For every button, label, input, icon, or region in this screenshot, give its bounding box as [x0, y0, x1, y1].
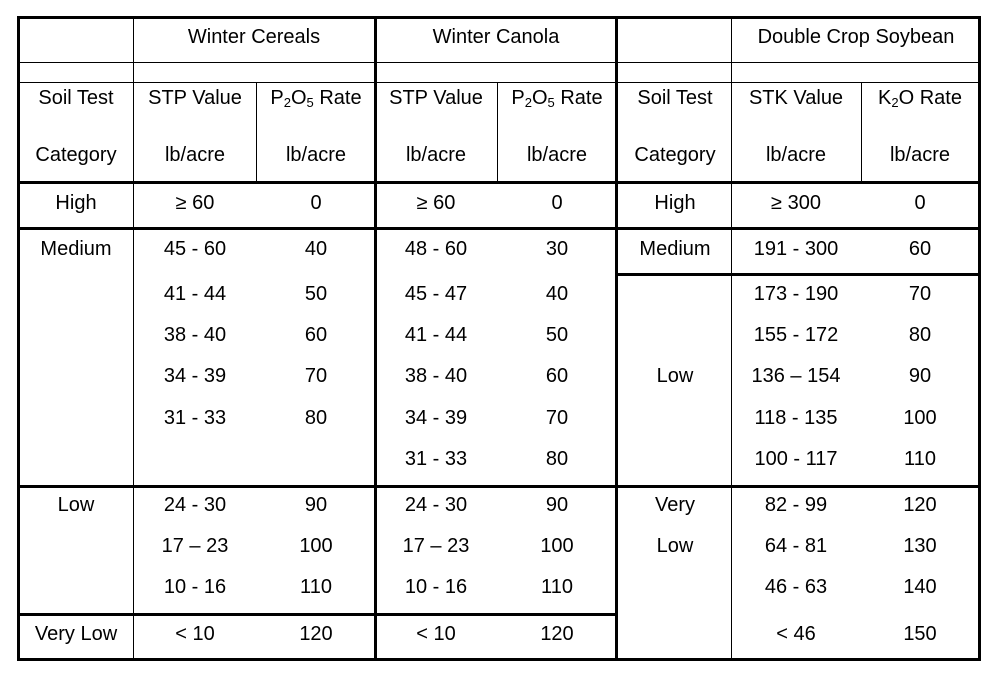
table-cell: 70: [304, 365, 328, 387]
table-cell: 150: [903, 623, 937, 645]
canola-stp-unit: lb/acre: [405, 144, 467, 166]
table-cell: 60: [304, 324, 328, 346]
category-low: Low: [57, 494, 95, 516]
table-cell: 46 - 63: [764, 576, 828, 598]
table-cell: 90: [908, 365, 932, 387]
cereals-stp-label: STP Value: [148, 87, 242, 109]
table-cell: 34 - 39: [404, 407, 468, 429]
table-cell: 34 - 39: [163, 365, 227, 387]
group-divider-1: [374, 16, 377, 661]
col-divider-category: [133, 17, 134, 660]
soy-high-rate: 0: [914, 192, 926, 214]
table-cell: 80: [908, 324, 932, 346]
table-cell: 120: [540, 623, 574, 645]
table-cell: 110: [541, 576, 573, 598]
table-cell: 31 - 33: [404, 448, 468, 470]
table-cell: 41 - 44: [404, 324, 468, 346]
table-cell: 70: [545, 407, 569, 429]
table-cell: 38 - 40: [163, 324, 227, 346]
canola-high-value: ≥ 60: [416, 192, 456, 214]
table-cell: 173 - 190: [753, 283, 839, 305]
soil-test-label: Soil Test: [38, 87, 114, 109]
medium-block-bottom-rule: [17, 485, 981, 488]
soy-medium-bottom-rule: [615, 273, 981, 276]
cereals-high-rate: 0: [310, 192, 322, 214]
table-cell: 100: [903, 407, 937, 429]
table-cell: 60: [545, 365, 569, 387]
table-cell: 120: [299, 623, 333, 645]
table-border-bottom: [17, 658, 981, 661]
col-divider-soy-rate: [861, 83, 862, 183]
table-border-right: [978, 16, 981, 661]
table-cell: 64 - 81: [764, 535, 828, 557]
table-cell: 31 - 33: [163, 407, 227, 429]
soy-stk-label: STK Value: [748, 87, 844, 109]
header-rule-1: [18, 62, 980, 63]
soy-k2o-label: $K_2O$ Rate: [878, 87, 962, 110]
table-cell: 90: [304, 494, 328, 516]
cereals-high-value: ≥ 60: [175, 192, 215, 214]
table-cell: 45 - 60: [163, 238, 227, 260]
soy-category-low: Low: [656, 365, 694, 387]
table-cell: 80: [545, 448, 569, 470]
table-cell: 130: [903, 535, 937, 557]
table-cell: 10 - 16: [404, 576, 468, 598]
table-cell: 136 – 154: [751, 365, 841, 387]
table-cell: 10 - 16: [163, 576, 227, 598]
table-cell: 90: [545, 494, 569, 516]
category-medium: Medium: [40, 238, 112, 260]
table-cell: 82 - 99: [764, 494, 828, 516]
table-cell: < 10: [416, 623, 456, 645]
canola-p2o5-label: $P_2O_5$ Rate: [511, 87, 603, 110]
table-border-top: [17, 16, 981, 19]
cereals-stp-unit: lb/acre: [164, 144, 226, 166]
group-title-cereals: Winter Cereals: [187, 26, 321, 48]
table-cell: 100: [540, 535, 574, 557]
table-cell: 30: [545, 238, 569, 260]
col-divider-soy-category: [731, 17, 732, 660]
soy-category-medium: Medium: [639, 238, 711, 260]
canola-stp-label: STP Value: [389, 87, 483, 109]
soy-stk-unit: lb/acre: [765, 144, 827, 166]
table-cell: 17 – 23: [402, 535, 470, 557]
cereals-p2o5-label: $P_2O_5$ Rate: [270, 87, 362, 110]
soy-category-high: High: [654, 192, 696, 214]
table-cell: 80: [304, 407, 328, 429]
group-title-canola: Winter Canola: [432, 26, 560, 48]
table-cell: 48 - 60: [404, 238, 468, 260]
soy-rate-unit: lb/acre: [889, 144, 951, 166]
soy-category-very: Very: [654, 494, 696, 516]
soy-soil-test-label: Soil Test: [637, 87, 713, 109]
soy-category-label: Category: [634, 144, 716, 166]
table-cell: 100 - 117: [754, 448, 838, 470]
table-cell: < 46: [776, 623, 816, 645]
table-cell: 100: [299, 535, 333, 557]
high-row-bottom-rule: [17, 227, 981, 230]
table-cell: 45 - 47: [404, 283, 468, 305]
table-border-left: [17, 16, 20, 661]
table-cell: 191 - 300: [753, 238, 839, 260]
table-cell: 70: [908, 283, 932, 305]
soy-high-value: ≥ 300: [771, 192, 821, 214]
cereals-rate-unit: lb/acre: [285, 144, 347, 166]
col-divider-canola-rate: [497, 83, 498, 183]
table-cell: < 10: [175, 623, 215, 645]
soy-category-very-low-2: Low: [656, 535, 694, 557]
table-cell: 40: [545, 283, 569, 305]
header-bottom-rule: [17, 181, 981, 184]
table-cell: 118 - 135: [754, 407, 838, 429]
table-cell: 24 - 30: [163, 494, 227, 516]
group-divider-2: [615, 16, 618, 661]
canola-rate-unit: lb/acre: [526, 144, 588, 166]
low-block-bottom-rule: [17, 613, 618, 616]
group-title-soybean: Double Crop Soybean: [757, 26, 955, 48]
header-rule-2: [18, 82, 980, 83]
table-cell: 110: [300, 576, 332, 598]
table-cell: 38 - 40: [404, 365, 468, 387]
col-divider-cereals-rate: [256, 83, 257, 183]
table-cell: 140: [903, 576, 937, 598]
canola-high-rate: 0: [551, 192, 563, 214]
table-cell: 24 - 30: [404, 494, 468, 516]
category-high: High: [55, 192, 97, 214]
table-cell: 40: [304, 238, 328, 260]
table-cell: 17 – 23: [161, 535, 229, 557]
table-cell: 155 - 172: [753, 324, 839, 346]
table-cell: 60: [908, 238, 932, 260]
category-label: Category: [35, 144, 117, 166]
table-cell: 120: [903, 494, 937, 516]
table-cell: 41 - 44: [163, 283, 227, 305]
table-cell: 110: [904, 448, 936, 470]
category-very-low: Very Low: [34, 623, 118, 645]
table-cell: 50: [304, 283, 328, 305]
table-cell: 50: [545, 324, 569, 346]
